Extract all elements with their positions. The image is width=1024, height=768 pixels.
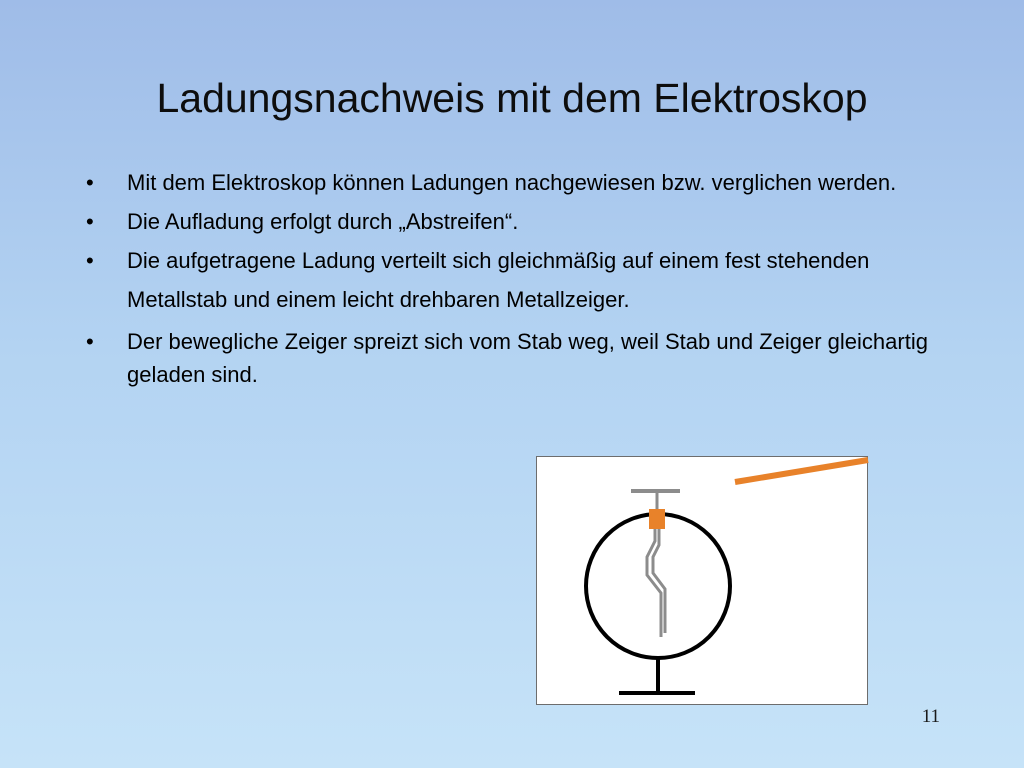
bullet-dot: •	[86, 209, 94, 234]
bullet-item	[86, 241, 966, 319]
bullet-item	[86, 205, 966, 238]
electroscope-insulator	[649, 509, 665, 529]
bullet-text: Der bewegliche Zeiger spreizt sich vom Stab weg, weil Stab und Zeiger gleichartig geladen sind.	[127, 329, 928, 387]
bullet-text: Die aufgetragene Ladung verteilt sich gleichmäßig auf einem fest stehenden Metallstab und einem leicht drehbaren Metallzeiger.	[127, 248, 870, 312]
electroscope-diagram	[537, 457, 869, 706]
electroscope-figure	[536, 456, 868, 705]
bullet-text: Mit dem Elektroskop können Ladungen nachgewiesen bzw. verglichen werden.	[127, 170, 897, 195]
bullet-dot: •	[86, 248, 94, 273]
bullet-text: Die Aufladung erfolgt durch „Abstreifen“.	[127, 209, 519, 234]
page-number: 11	[921, 706, 940, 727]
charging-rod	[734, 457, 870, 485]
bullet-list	[86, 166, 966, 397]
slide-title: Ladungsnachweis mit dem Elektroskop	[156, 75, 868, 121]
bullet-dot: •	[86, 170, 94, 195]
bullet-dot: •	[86, 329, 94, 354]
bullet-item	[86, 325, 966, 391]
bullet-item	[86, 166, 966, 199]
